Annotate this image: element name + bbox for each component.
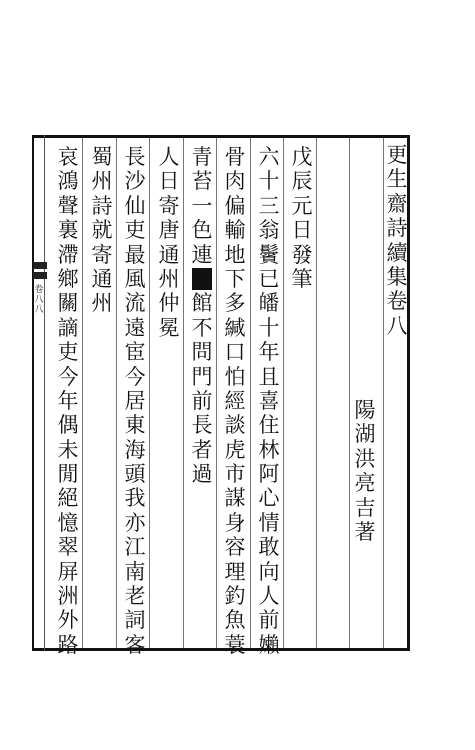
glyph: 前 [191,388,213,413]
poem-line-3 [189,145,215,486]
glyph: 日 [291,218,313,243]
glyph: 身 [224,510,246,535]
glyph: 風 [124,266,146,291]
glyph: 肉 [224,169,246,194]
glyph: 不 [191,315,213,340]
glyph: 哀 [57,145,79,169]
glyph: 東 [124,413,146,438]
glyph: 長 [124,145,146,169]
margin-note: 卷八 八 [34,285,44,315]
glyph: 容 [224,535,246,560]
glyph: 口 [224,340,246,365]
poem-line-4 [122,145,148,657]
glyph: 寄 [158,193,180,218]
fish-tail-line [44,135,45,651]
poem-title-3 [89,145,115,316]
glyph: 心 [258,486,280,511]
glyph: 前 [258,608,280,633]
glyph: 地 [224,242,246,267]
column-divider [250,138,251,648]
glyph: 情 [258,510,280,535]
glyph: 詩 [91,193,113,218]
glyph: 州 [91,291,113,316]
glyph: 聲 [57,193,79,218]
glyph: 冕 [158,315,180,340]
glyph: 館 [191,291,213,316]
glyph: 十 [258,315,280,340]
glyph: 通 [158,242,180,267]
glyph: 日 [158,169,180,194]
glyph: 唐 [158,218,180,243]
glyph: 三 [258,193,280,218]
column-divider [149,138,150,648]
glyph: 釣 [224,584,246,609]
poem-line-2 [222,145,248,657]
glyph: 屏 [57,559,79,584]
glyph: 六 [258,145,280,169]
glyph: 最 [124,242,146,267]
glyph: 林 [258,437,280,462]
glyph: 湖 [354,422,376,447]
glyph: 蜀 [91,145,113,169]
frame-top-line [32,135,409,138]
poem-title-1 [289,145,315,291]
glyph: 向 [258,559,280,584]
glyph [189,267,215,291]
glyph: 齋 [386,191,408,216]
glyph: 路 [57,632,79,657]
glyph: 阿 [258,462,280,487]
glyph: 吉 [354,495,376,520]
frame-bottom-line [32,648,409,651]
glyph: 嬾 [258,632,280,657]
glyph: 翁 [258,218,280,243]
glyph: 謫 [57,315,79,340]
glyph: 更 [386,143,408,167]
glyph: 憶 [57,510,79,535]
glyph: 連 [191,242,213,267]
column-divider [283,138,284,648]
glyph: 客 [124,632,146,657]
glyph: 虎 [224,437,246,462]
column-divider [183,138,184,648]
glyph: 經 [224,388,246,413]
glyph: 今 [57,364,79,389]
book-title [384,143,410,338]
glyph: 怕 [224,364,246,389]
glyph: 仙 [124,193,146,218]
glyph: 關 [57,291,79,316]
column-divider [116,138,117,648]
poem-title-2 [156,145,182,340]
glyph: 筆 [291,266,313,291]
glyph: 亦 [124,510,146,535]
glyph: 八 [386,313,408,338]
glyph: 蓑 [224,632,246,657]
glyph: 州 [158,266,180,291]
glyph: 洲 [57,584,79,609]
poem-line-5 [55,145,81,657]
glyph: 流 [124,291,146,316]
glyph: 洪 [354,446,376,471]
glyph: 卷 [386,289,408,314]
glyph: 生 [386,167,408,192]
glyph: 鬢 [258,242,280,267]
glyph: 一 [191,193,213,218]
column-divider [82,138,83,648]
glyph: 頭 [124,462,146,487]
glyph: 色 [191,218,213,243]
glyph: 續 [386,240,408,265]
glyph: 下 [224,266,246,291]
glyph: 市 [224,462,246,487]
glyph: 仲 [158,291,180,316]
column-divider [216,138,217,648]
column-divider [349,138,350,648]
glyph: 南 [124,559,146,584]
glyph: 年 [57,388,79,413]
glyph: 緘 [224,315,246,340]
glyph: 陽 [354,398,376,422]
glyph: 沙 [124,169,146,194]
glyph: 骨 [224,145,246,169]
glyph: 偶 [57,413,79,438]
glyph: 已 [258,266,280,291]
glyph: 謀 [224,486,246,511]
glyph: 門 [191,364,213,389]
glyph: 老 [124,584,146,609]
glyph: 通 [91,266,113,291]
glyph: 未 [57,437,79,462]
glyph: 詞 [124,608,146,633]
glyph: 住 [258,413,280,438]
glyph: 寄 [91,242,113,267]
glyph: 閒 [57,462,79,487]
glyph: 輸 [224,218,246,243]
glyph: 長 [191,413,213,438]
glyph: 鴻 [57,169,79,194]
glyph: 就 [91,218,113,243]
glyph: 喜 [258,388,280,413]
glyph: 敢 [258,535,280,560]
fish-tail-mark [33,262,47,282]
glyph: 戊 [291,145,313,169]
glyph: 江 [124,535,146,560]
glyph: 集 [386,264,408,289]
column-divider [316,138,317,648]
glyph: 魚 [224,608,246,633]
glyph: 滯 [57,242,79,267]
glyph: 青 [191,145,213,169]
glyph: 遠 [124,315,146,340]
glyph: 苔 [191,169,213,194]
glyph: 我 [124,486,146,511]
glyph: 十 [258,169,280,194]
frame-left-line [32,135,34,651]
glyph: 辰 [291,169,313,194]
glyph: 偏 [224,193,246,218]
glyph: 裏 [57,218,79,243]
glyph: 吏 [124,218,146,243]
glyph: 人 [158,145,180,169]
glyph: 且 [258,364,280,389]
glyph: 宦 [124,340,146,365]
glyph: 著 [354,519,376,544]
glyph: 者 [191,437,213,462]
glyph: 問 [191,340,213,365]
glyph: 今 [124,364,146,389]
glyph: 詩 [386,216,408,241]
glyph: 翠 [57,535,79,560]
glyph: 皤 [258,291,280,316]
glyph: 元 [291,193,313,218]
glyph: 絕 [57,486,79,511]
glyph: 居 [124,388,146,413]
glyph: 外 [57,608,79,633]
glyph: 州 [91,169,113,194]
glyph: 理 [224,559,246,584]
glyph: 年 [258,340,280,365]
glyph: 亮 [354,471,376,496]
glyph: 吏 [57,340,79,365]
glyph: 過 [191,462,213,487]
glyph: 人 [258,584,280,609]
glyph: 海 [124,437,146,462]
glyph: 發 [291,242,313,267]
poem-line-1 [256,145,282,657]
glyph: 多 [224,291,246,316]
glyph: 鄉 [57,266,79,291]
glyph: 談 [224,413,246,438]
author-line [352,398,378,544]
